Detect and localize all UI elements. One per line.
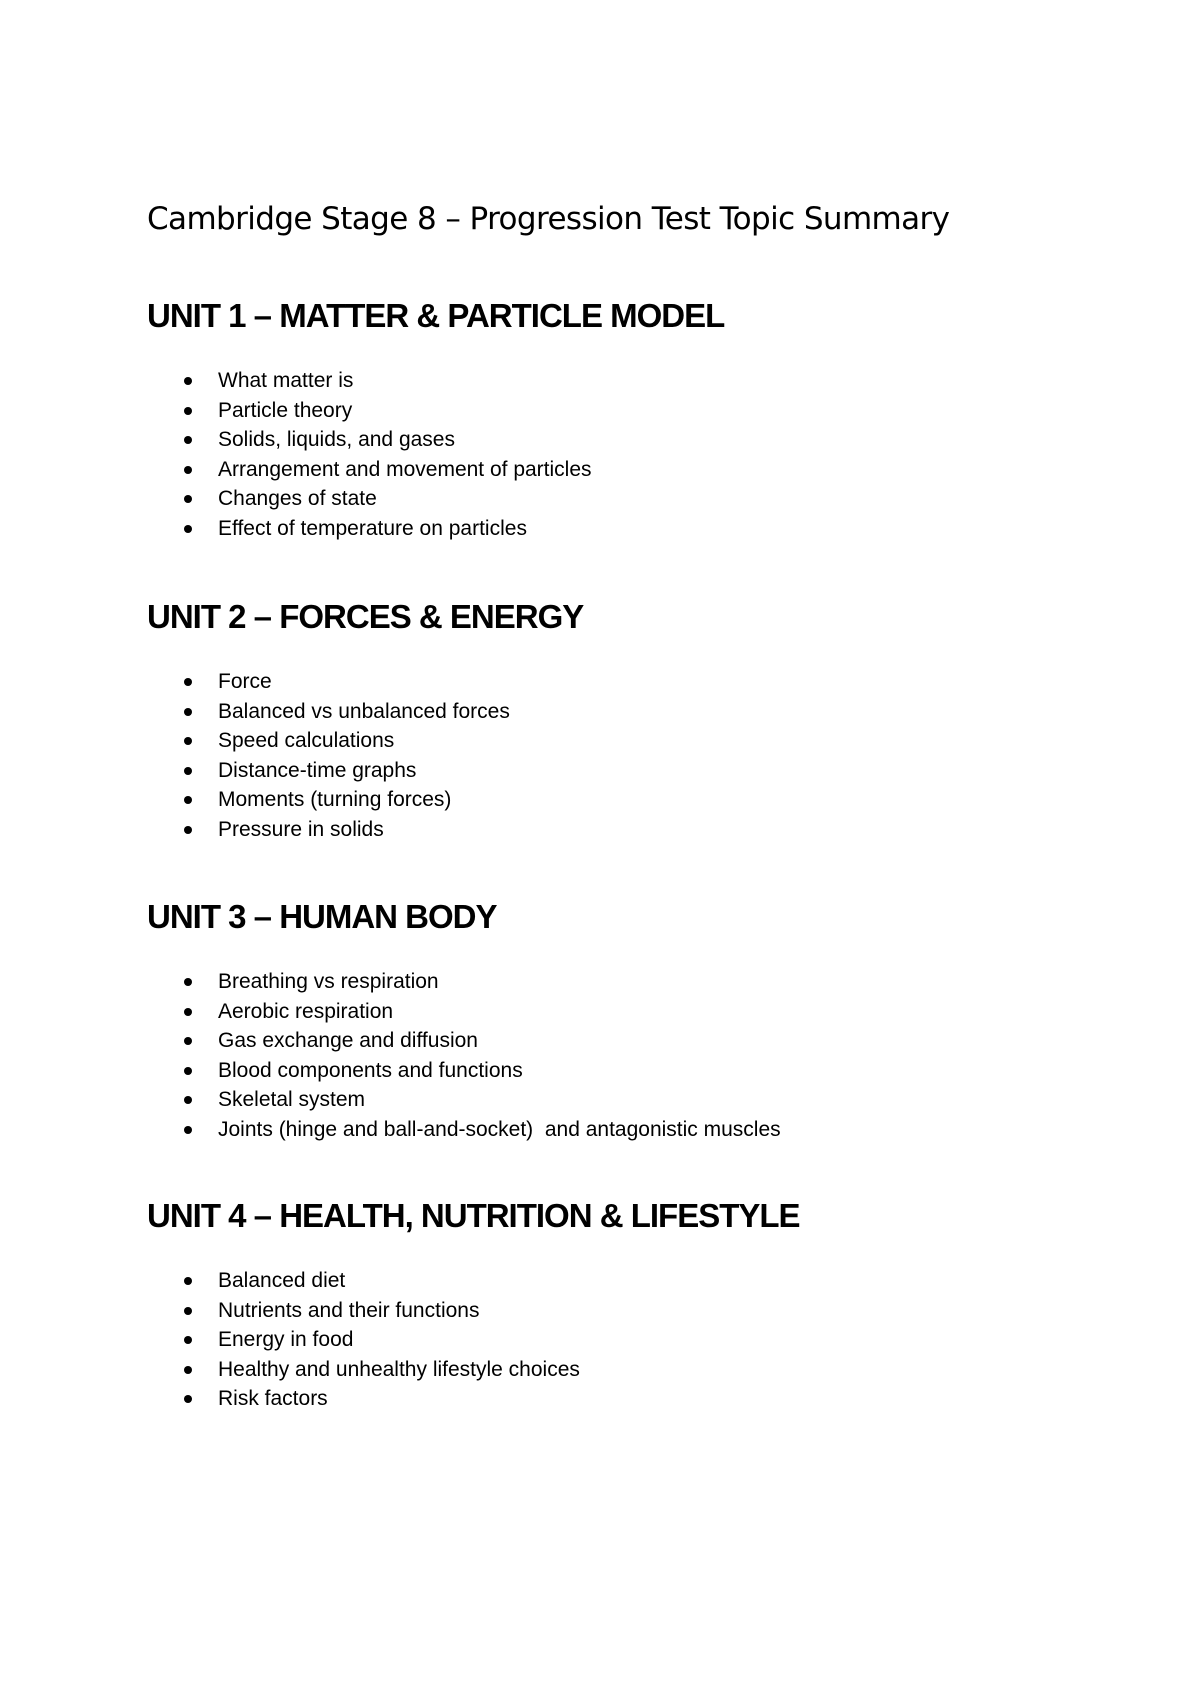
- list-item: [147, 1026, 781, 1056]
- topic-label: Risk factors: [218, 1387, 328, 1411]
- unit-1-heading: UNIT 1 – MATTER & PARTICLE MODEL: [147, 297, 725, 334]
- list-item: [147, 697, 510, 727]
- list-item: [147, 425, 592, 455]
- topic-label: Changes of state: [218, 487, 377, 511]
- unit-4-heading: UNIT 4 – HEALTH, NUTRITION & LIFESTYLE: [147, 1197, 800, 1234]
- topic-label: Arrangement and movement of particles: [218, 457, 592, 481]
- topic-label: Healthy and unhealthy lifestyle choices: [218, 1357, 580, 1381]
- topic-label: Speed calculations: [218, 729, 395, 753]
- bullet-icon: [184, 525, 192, 533]
- topic-label: Energy in food: [218, 1328, 354, 1352]
- unit-4-topic-list: [147, 1266, 580, 1414]
- list-item: [147, 396, 592, 426]
- unit-3-topic-list: [147, 967, 781, 1145]
- topic-label: Nutrients and their functions: [218, 1298, 480, 1322]
- topic-label: Particle theory: [218, 398, 353, 422]
- bullet-icon: [184, 1067, 192, 1075]
- bullet-icon: [184, 796, 192, 804]
- bullet-icon: [184, 826, 192, 834]
- bullet-icon: [184, 1037, 192, 1045]
- topic-label: Skeletal system: [218, 1088, 366, 1112]
- bullet-icon: [184, 1096, 192, 1104]
- unit-3-heading: UNIT 3 – HUMAN BODY: [147, 898, 497, 935]
- list-item: [147, 1115, 781, 1145]
- list-item: [147, 1384, 580, 1414]
- topic-label: Aerobic respiration: [218, 999, 394, 1023]
- bullet-icon: [184, 1336, 192, 1344]
- bullet-icon: [184, 1277, 192, 1285]
- topic-label: Force: [218, 670, 272, 693]
- topic-label: Joints (hinge and ball-and-socket) and antagonistic muscles: [218, 1117, 781, 1141]
- list-item: [147, 366, 592, 396]
- topic-label: Breathing vs respiration: [218, 970, 439, 993]
- bullet-icon: [184, 1395, 192, 1403]
- topic-label: Distance-time graphs: [218, 758, 417, 782]
- bullet-icon: [184, 737, 192, 745]
- topic-label: Blood components and functions: [218, 1058, 523, 1082]
- topic-label: Solids, liquids, and gases: [218, 428, 455, 452]
- unit-2-heading: UNIT 2 – FORCES & ENERGY: [147, 598, 584, 635]
- bullet-icon: [184, 708, 192, 716]
- list-item: [147, 484, 592, 514]
- bullet-icon: [184, 1366, 192, 1374]
- list-item: [147, 455, 592, 485]
- bullet-icon: [184, 407, 192, 415]
- list-item: [147, 1325, 580, 1355]
- list-item: [147, 967, 781, 997]
- unit-1-topic-list: [147, 366, 592, 544]
- list-item: [147, 1266, 580, 1296]
- bullet-icon: [184, 495, 192, 503]
- list-item: [147, 815, 510, 845]
- list-item: [147, 1296, 580, 1326]
- topic-label: Balanced vs unbalanced forces: [218, 699, 510, 723]
- topic-label: Effect of temperature on particles: [218, 516, 527, 540]
- list-item: [147, 514, 592, 544]
- list-item: [147, 726, 510, 756]
- list-item: [147, 785, 510, 815]
- bullet-icon: [184, 978, 192, 986]
- list-item: [147, 1085, 781, 1115]
- bullet-icon: [184, 1008, 192, 1016]
- bullet-icon: [184, 1126, 192, 1134]
- list-item: [147, 997, 781, 1027]
- bullet-icon: [184, 436, 192, 444]
- list-item: [147, 1056, 781, 1086]
- unit-2-topic-list: [147, 667, 510, 845]
- list-item: [147, 756, 510, 786]
- list-item: [147, 1355, 580, 1385]
- bullet-icon: [184, 466, 192, 474]
- topic-label: Balanced diet: [218, 1269, 346, 1292]
- list-item: [147, 667, 510, 697]
- topic-label: Pressure in solids: [218, 817, 384, 841]
- topic-label: Moments (turning forces): [218, 788, 452, 812]
- topic-label: What matter is: [218, 369, 354, 392]
- topic-label: Gas exchange and diffusion: [218, 1029, 478, 1053]
- document-title: Cambridge Stage 8 – Progression Test Topic Summary: [147, 201, 950, 237]
- bullet-icon: [184, 767, 192, 775]
- bullet-icon: [184, 1307, 192, 1315]
- bullet-icon: [184, 377, 192, 385]
- bullet-icon: [184, 678, 192, 686]
